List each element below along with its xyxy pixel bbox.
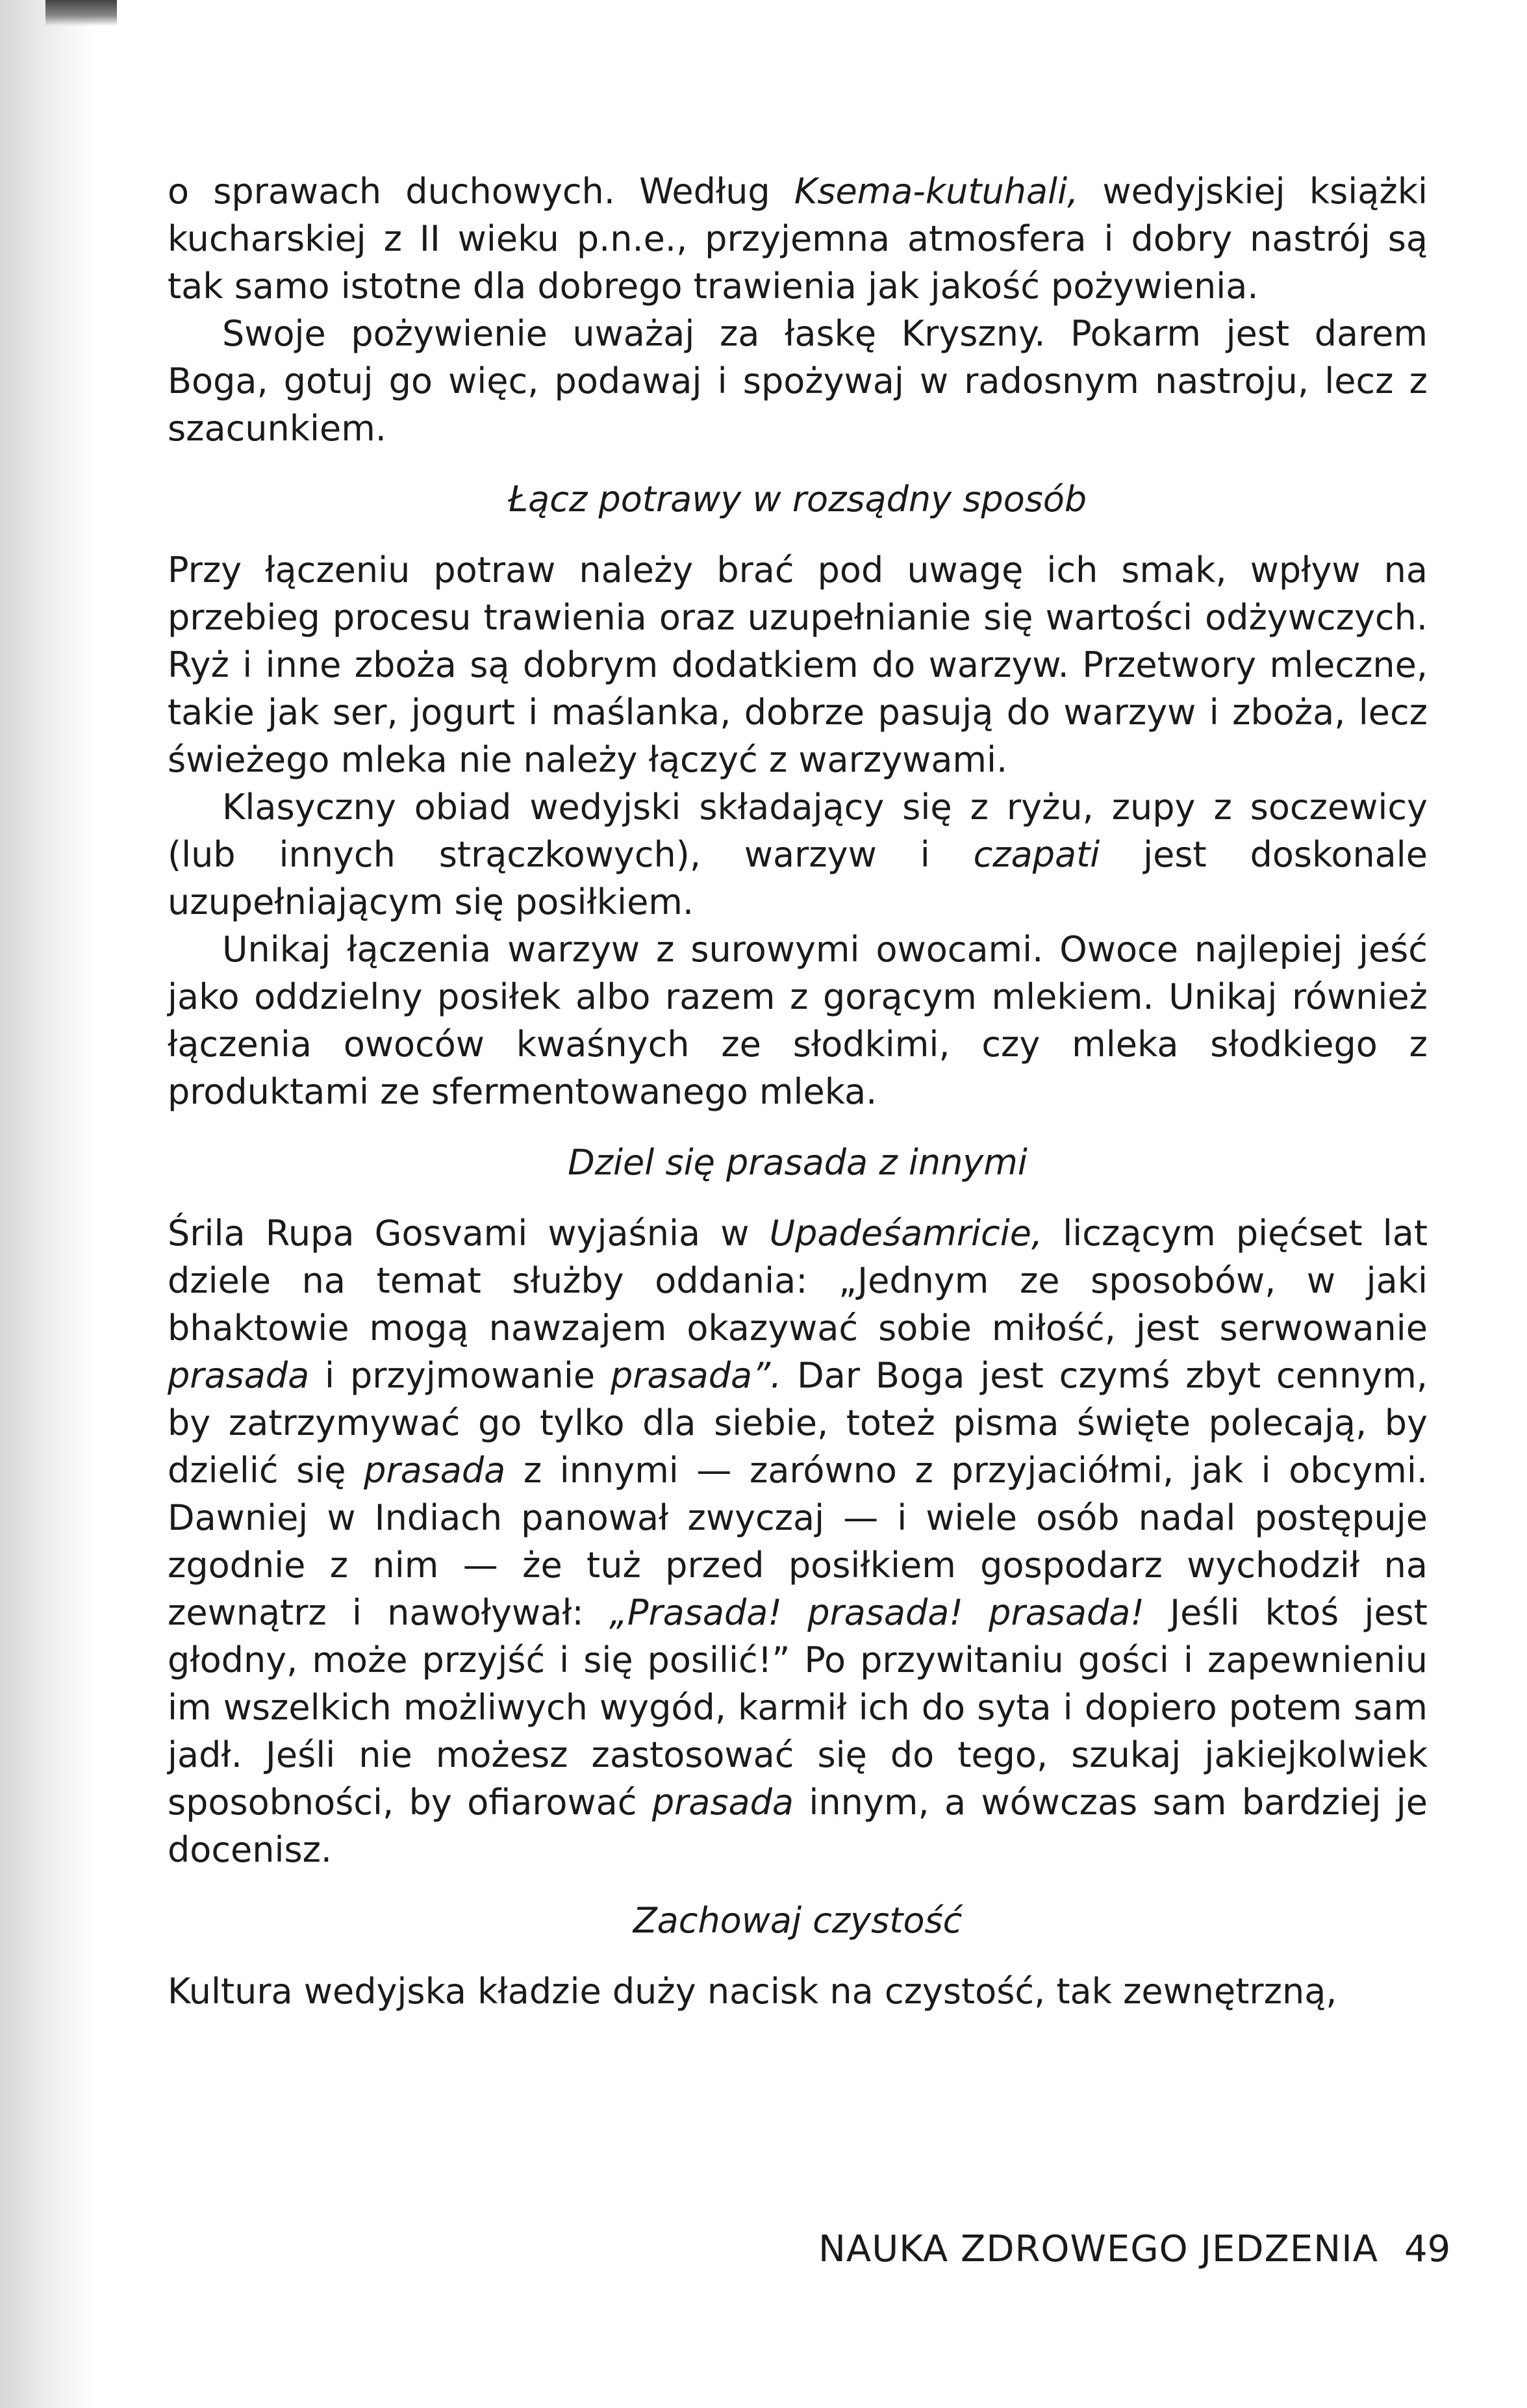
paragraph-7: Kultura wedyjska kładzie duży nacisk na czystość, tak zewnętrzną, (168, 1971, 1337, 2012)
page-body (168, 168, 1428, 2015)
paragraph-3: Przy łączeniu potraw należy brać pod uwagę ich smak, wpływ na przebieg procesu trawienia oraz uzupełnianie się wartości odżywczych. Ryż i inne zboża są dobrym dodatkiem do warzyw. Przetwory mleczne, takie jak ser, jogurt i maślanka, dobrze pasują do warzyw i zboża, lecz świeżego mleka nie należy łączyć z warzywami. (168, 550, 1428, 780)
paragraph-4: Klasyczny obiad wedyjski składający się z ryżu, zupy z soczewicy (lub innych strączkowych), warzyw i czapati jest doskonale uzupełniającym się posiłkiem. (168, 787, 1428, 922)
running-footer-title: NAUKA ZDROWEGO JEDZENIA (818, 2228, 1379, 2270)
binding-shadow (0, 0, 97, 2408)
section-heading-share-prasada: Dziel się prasada z innymi (568, 1142, 1028, 1183)
paragraph-1: o sprawach duchowych. Według Ksema-kutuhali, wedyjskiej książki kucharskiej z II wieku p.n.e., przyjemna atmosfera i dobry nastrój są tak samo istotne dla dobrego trawienia jak jakość pożywienia. (168, 171, 1428, 307)
paragraph-6: Śrila Rupa Gosvami wyjaśnia w Upadeśamricie, liczącym pięćset lat dziele na temat służby oddania: „Jednym ze sposobów, w jaki bhaktowie mogą nawzajem okazywać sobie miłość, jest serwowanie prasada i przyjmowanie prasada”. Dar Boga jest czymś zbyt cennym, by zatrzymywać go tylko dla siebie, toteż pisma święte polecają, by dzielić się prasada z innymi — zarówno z przyjaciółmi, jak i obcymi. Dawniej w Indiach panował zwyczaj — i wiele osób nadal postępuje zgodnie z nim — że tuż przed posiłkiem gospodarz wychodził na zewnątrz i nawoływał: „Prasada! prasada! prasada! Jeśli ktoś jest głodny, może przyjść i się posilić!” Po przywitaniu gości i zapewnieniu im wszelkich możliwych wygód, karmił ich do syta i dopiero potem sam jadł. Jeśli nie możesz zastosować się do tego, szukaj jakiejkolwiek sposobności, by ofiarować prasada innym, a wówczas sam bardziej je docenisz. (168, 1213, 1428, 1870)
scan-corner-mark (45, 0, 117, 26)
section-heading-cleanliness: Zachowaj czystość (633, 1900, 963, 1941)
paragraph-2: Swoje pożywienie uważaj za łaskę Kryszny. Pokarm jest darem Boga, gotuj go więc, podawaj i spożywaj w radosnym nastroju, lecz z szacunkiem. (168, 313, 1428, 449)
section-heading-combine-foods: Łącz potrawy w rozsądny sposób (508, 479, 1087, 520)
page-footer (818, 2228, 1451, 2270)
paragraph-5: Unikaj łączenia warzyw z surowymi owocami. Owoce najlepiej jeść jako oddzielny posiłek albo razem z gorącym mlekiem. Unikaj również łączenia owoców kwaśnych ze słodkimi, czy mleka słodkiego z produktami ze sfermentowanego mleka. (168, 929, 1428, 1112)
page-number: 49 (1404, 2228, 1451, 2270)
